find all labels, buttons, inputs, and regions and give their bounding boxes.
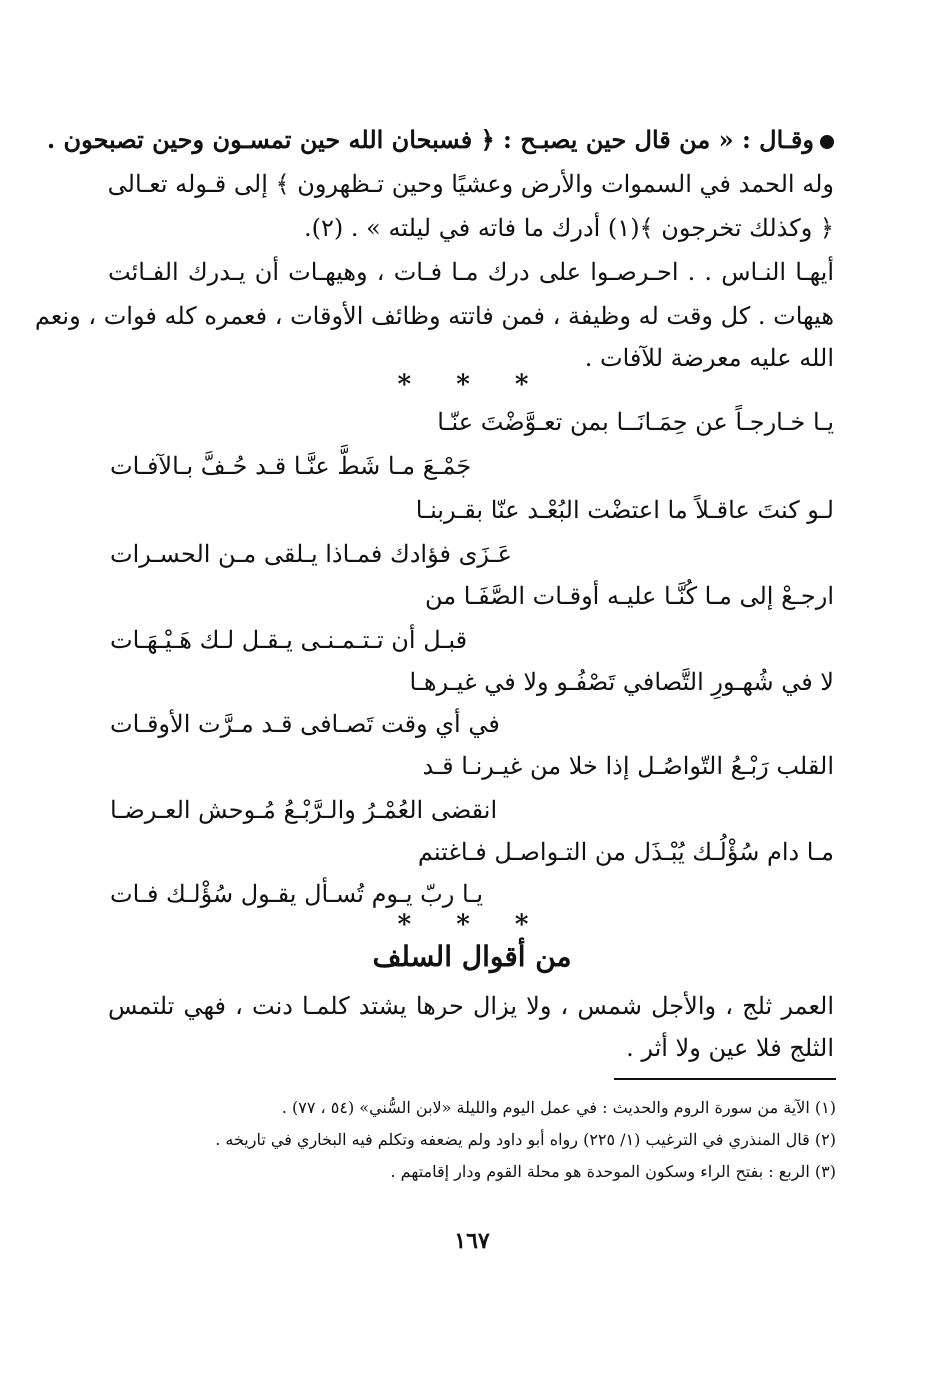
poem-verse-6a: مـا دام سُؤْلُـك يُبْـذَل من التـواصـل فـاغتنم (417, 838, 834, 866)
paragraph-line-3: الله عليه معرضة للآفات . (584, 344, 834, 372)
saying-line-2: الثلج فلا عين ولا أثر . (626, 1034, 834, 1062)
footnote-3: (٣) الربع : بفتح الراء وسكون الموحدة هو محلة القوم ودار إقامتهم . (390, 1162, 836, 1181)
separator-stars-2: * * * (397, 910, 547, 940)
poem-verse-5a: القلب رَبْـعُ التّواصُـل إذا خلا من غيـرنـا قـد (422, 752, 834, 780)
poem-verse-5b: انقضى العُمْـرُ والـرَّبْـعُ مُـوحش العـرضـا (110, 796, 498, 824)
poem-verse-3a: ارجـعْ إلى مـا كُنَّـا عليـه أوقـات الصَّفَـا من (425, 582, 834, 610)
intro-line-1 (46, 118, 834, 162)
poem-verse-4a: لا في شُهـورِ التَّصافي تَصْفُـو ولا في غيـرهـا (409, 668, 834, 696)
intro-text-1: وقـال : « من قال حين يصبـح : ﴿ فسبحان الله حين تمسـون وحين تصبحون . (46, 125, 814, 154)
poem-verse-3b: قبـل أن تـتـمـنـى يـقـل لـك هَـيْـهَـات (110, 626, 468, 654)
poem-verse-4b: في أي وقت تَصـافى قـد مـرَّت الأوقـات (110, 710, 500, 738)
paragraph-line-1: أيهـا النـاس . . احـرصـوا على درك مـا فـات ، وهيهـات أن يـدرك الفـائت (108, 258, 834, 286)
paragraph-line-2: هيهات . كل وقت له وظيفة ، فمن فاتته وظائف الأوقات ، فعمره كله فوات ، ونعم (34, 302, 834, 330)
poem-verse-1b: جَمْـعَ مـا شَطَّ عنَّـا قـد حُـفَّ بـالآفـات (110, 452, 472, 480)
poem-verse-6b: يـا ربّ يـوم تُسـأل يقـول سُؤْلـك فـات (110, 880, 483, 908)
saying-line-1: العمر ثلج ، والأجل شمس ، ولا يزال حرها يشتد كلمـا دنت ، فهي تلتمس (108, 992, 834, 1020)
intro-line-2: وله الحمد في السموات والأرض وعشيًا وحين تـظهرون ﴾ إلى قـوله تعـالى (107, 170, 834, 198)
poem-verse-2a: لـو كنتَ عاقـلاً ما اعتضْت البُعْـد عنّا بقـربنـا (415, 496, 834, 524)
poem-verse-2b: عَـزَى فؤادك فمـاذا يـلقى مـن الحسـرات (110, 540, 512, 568)
poem-verse-1a: يـا خـارجـاً عن حِمَـانَــا بمن تعـوَّضْتَ عنّـا (437, 408, 834, 436)
section-heading: من أقوال السلف (372, 940, 572, 973)
intro-line-3: ﴿ وكذلك تخرجون ﴾(١) أدرك ما فاته في ليلته » . (٢). (304, 214, 834, 242)
footnote-2: (٢) قال المنذري في الترغيب (١/ ٢٢٥) رواه أبو داود ولم يضعفه وتكلم فيه البخاري في تاريخه . (215, 1130, 836, 1149)
footnote-1: (١) الآية من سورة الروم والحديث : في عمل اليوم والليلة «لابن السُّني» (٥٤ ، ٧٧) . (281, 1098, 836, 1117)
bullet-icon (820, 135, 834, 149)
page-number: ١٦٧ (454, 1228, 490, 1254)
footnote-divider (614, 1078, 836, 1080)
separator-stars: * * * (397, 370, 547, 400)
